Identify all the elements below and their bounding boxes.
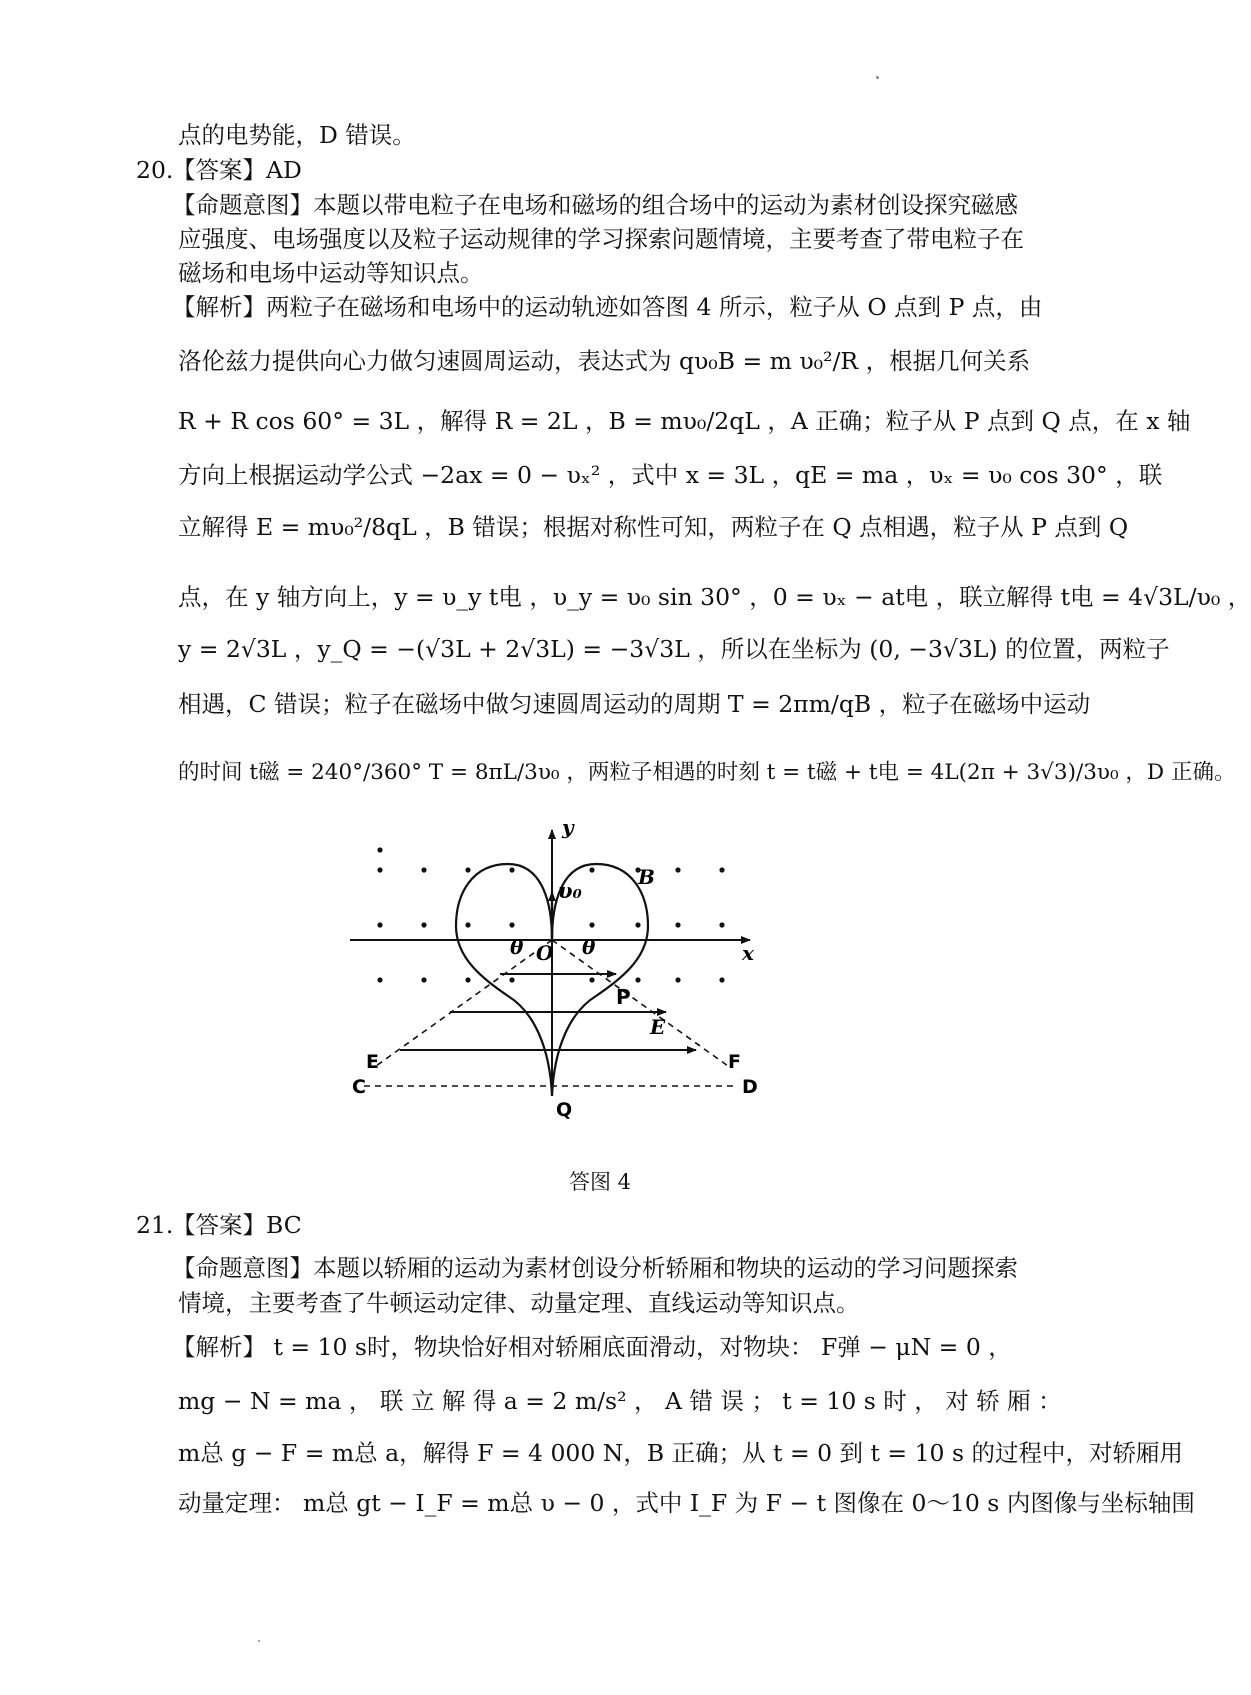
q21-analysis-line: 【解析】 t = 10 s时，物块恰好相对轿厢底面滑动，对物块： F弹 − μN = 0 ， xyxy=(172,1333,1012,1361)
figure-caption: 答图 4 xyxy=(568,1170,632,1194)
label-o: O xyxy=(536,941,554,965)
q20-analysis-line: 的时间 t磁 = 240°/360° T = 8πL/3υ₀ ，两粒子相遇的时刻 t = t磁 + t电 = 4L(2π + 3√3)/3υ₀ ，D 正确。 xyxy=(178,760,1236,785)
q21-number: 21. xyxy=(136,1211,174,1239)
label-c-point: C xyxy=(352,1076,366,1098)
dashed-line-oe xyxy=(376,940,552,1066)
dots-actual xyxy=(379,849,384,854)
q21-intent-line: 情境，主要考查了牛顿运动定律、动量定理、直线运动等知识点。 xyxy=(178,1289,860,1317)
q21-analysis-line: mg − N = ma ， 联 立 解 得 a = 2 m/s² ， A 错 误 ； t = 10 s 时 ， 对 轿 厢 ： xyxy=(178,1387,1062,1415)
q21-analysis-line: 动量定理： m总 gt − I_F = m总 υ − 0 ，式中 I_F 为 F − t 图像在 0～10 s 内图像与坐标轴围 xyxy=(178,1489,1195,1517)
field-trajectory-diagram xyxy=(352,815,830,1158)
q20-intent-line: 【命题意图】本题以带电粒子在电场和磁场的组合场中的运动为素材创设探究磁感 xyxy=(172,191,1018,219)
q20-analysis-line: 洛伦兹力提供向心力做匀速圆周运动，表达式为 qυ₀B = m υ₀²/R ，根据几何关系 xyxy=(178,347,1031,375)
q20-number: 20. xyxy=(136,156,174,184)
label-e-point: E xyxy=(366,1051,379,1073)
label-b: B xyxy=(638,865,655,889)
q20-analysis-line: R + R cos 60° = 3L ，解得 R = 2L ，B = mυ₀/2qL ，A 正确；粒子从 P 点到 Q 点，在 x 轴 xyxy=(178,407,1191,435)
answer-figure-4 xyxy=(352,815,830,1158)
label-y: y xyxy=(562,815,574,839)
q21-intent-line: 【命题意图】本题以轿厢的运动为素材创设分析轿厢和物块的运动的学习问题探索 xyxy=(172,1254,1018,1282)
q20-analysis-line: 立解得 E = mυ₀²/8qL ，B 错误；根据对称性可知，两粒子在 Q 点相遇，粒子从 P 点到 Q xyxy=(178,513,1129,541)
label-theta-right: θ xyxy=(582,935,596,959)
diagram-geometry xyxy=(350,815,758,1121)
label-p: P xyxy=(616,985,631,1009)
q19-tail-text: 点的电势能，D 错误。 xyxy=(178,121,416,149)
q20-analysis-line: y = 2√3L ，y_Q = −(√3L + 2√3L) = −3√3L ，所以在坐标为 (0, −3√3L) 的位置，两粒子 xyxy=(178,635,1170,663)
q20-intent-line: 应强度、电场强度以及粒子运动规律的学习探索问题情境，主要考查了带电粒子在 xyxy=(178,225,1024,253)
label-e-field: E xyxy=(650,1015,666,1039)
q20-analysis-line: 【解析】两粒子在磁场和电场中的运动轨迹如答图 4 所示，粒子从 O 点到 P 点，由 xyxy=(172,293,1043,321)
label-d-point: D xyxy=(742,1076,758,1098)
label-v0: υ₀ xyxy=(558,878,582,903)
scan-speck xyxy=(258,1640,260,1642)
q21-answer: 【答案】BC xyxy=(172,1211,302,1239)
label-q: Q xyxy=(556,1099,573,1121)
label-x: x xyxy=(742,941,754,965)
q20-analysis-line: 点，在 y 轴方向上，y = υ_y t电 ，υ_y = υ₀ sin 30° ，0 = υₓ − at电 ，联立解得 t电 = 4√3L/υ₀ ， xyxy=(178,583,1251,611)
q20-analysis-line: 方向上根据运动学公式 −2ax = 0 − υₓ² ，式中 x = 3L ，qE = ma ，υₓ = υ₀ cos 30° ，联 xyxy=(178,461,1163,489)
label-theta-left: θ xyxy=(510,935,524,959)
label-f-point: F xyxy=(728,1051,741,1073)
q20-answer: 【答案】AD xyxy=(172,156,302,184)
q21-analysis-line: m总 g − F = m总 a，解得 F = 4 000 N，B 正确；从 t = 0 到 t = 10 s 的过程中，对轿厢用 xyxy=(178,1439,1183,1467)
q20-analysis-line: 相遇，C 错误；粒子在磁场中做匀速圆周运动的周期 T = 2πm/qB ，粒子在磁场中运动 xyxy=(178,690,1091,718)
q20-intent-line: 磁场和电场中运动等知识点。 xyxy=(178,259,484,287)
dashed-line-of xyxy=(552,940,728,1066)
scan-speck xyxy=(876,76,879,79)
